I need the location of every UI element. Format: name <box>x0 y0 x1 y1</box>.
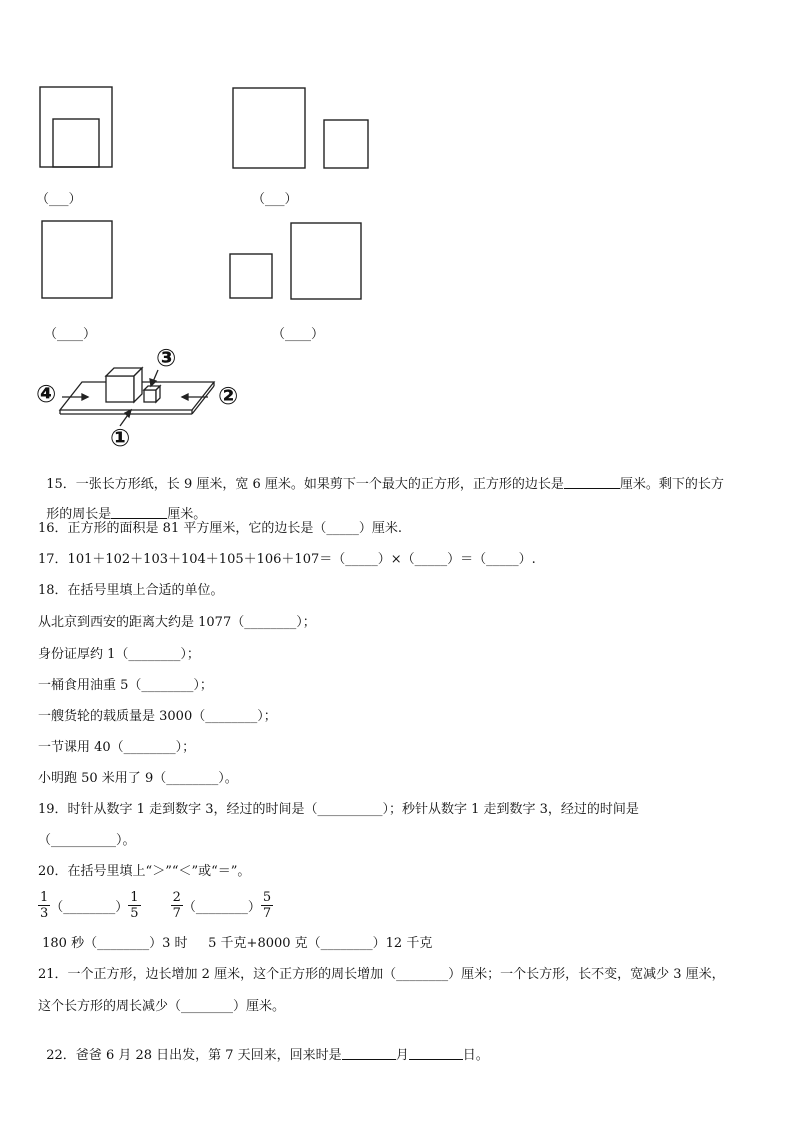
question-21-line-1: 21．一个正方形，边长增加 2 厘米，这个正方形的周长增加（________）厘米；一个长方形，长不变，宽减少 3 厘米， <box>38 967 725 982</box>
question-18-item-4: 一艘货轮的载质量是 3000（________）； <box>38 709 277 724</box>
fraction-1-3: $\frac{1}{3}$ <box>40 890 49 921</box>
q15-text-c: 形的周长是 <box>46 507 112 522</box>
figure-label-b: （___） <box>252 192 298 207</box>
question-20-row-2: 180 秒（________）3 时 5 千克+8000 克（________）12 千克 <box>38 936 433 951</box>
question-19-line-1: 19．时针从数字 1 走到数字 3，经过的时间是（__________）；秒针从数字 1 走到数字 3，经过的时间是 <box>38 802 639 817</box>
fraction-2-7: $\frac{2}{7}$ <box>172 890 181 921</box>
q15-blank-1[interactable] <box>564 476 620 489</box>
question-16: 16．正方形的面积是 81 平方厘米，它的边长是（_____）厘米. <box>38 521 402 536</box>
compare-blank-1[interactable]: （________） <box>50 900 129 915</box>
view-label-three: ③ <box>156 344 177 372</box>
q22-text-c: 日。 <box>462 1048 489 1063</box>
large-cube <box>106 376 134 402</box>
view-label-one: ① <box>110 424 131 452</box>
question-20-title: 20．在括号里填上“＞”“＜”或“＝”。 <box>38 864 251 879</box>
question-18-title: 18．在括号里填上合适的单位。 <box>38 583 224 598</box>
question-20-fractions <box>38 890 273 921</box>
figure-label-d: （____） <box>272 327 325 342</box>
question-15-line-2 <box>38 488 206 524</box>
question-18-item-5: 一节课用 40（________）； <box>38 740 196 755</box>
q22-blank-day[interactable] <box>409 1047 463 1060</box>
square-large-b <box>233 88 305 168</box>
square-large-a <box>40 87 112 167</box>
q22-text-a: 22．爸爸 6 月 28 日出发，第 7 天回来，回来时是 <box>46 1048 342 1063</box>
fraction-1-5: $\frac{1}{5}$ <box>130 890 139 921</box>
question-22 <box>38 1029 489 1065</box>
q22-blank-month[interactable] <box>342 1047 396 1060</box>
fraction-5-7: $\frac{5}{7}$ <box>262 890 272 921</box>
figure-label-c: （____） <box>44 327 97 342</box>
view-label-two: ② <box>218 382 239 410</box>
view-label-four: ④ <box>36 380 57 408</box>
q15-text-a: 15．一张长方形纸，长 9 厘米，宽 6 厘米。如果剪下一个最大的正方形，正方形的边长是 <box>46 477 564 492</box>
compare-blank-2[interactable]: （________） <box>182 900 261 915</box>
q15-blank-2[interactable] <box>111 506 167 519</box>
square-single-c <box>42 221 112 298</box>
figure-label-a: （___） <box>36 192 82 207</box>
square-large-d <box>291 223 361 299</box>
question-19-line-2: （__________）。 <box>38 833 136 848</box>
q15-text-d: 厘米。 <box>167 507 207 522</box>
q15-text-b: 厘米。剩下的长方 <box>619 477 724 492</box>
question-18-item-1: 从北京到西安的距离大约是 1077（________）； <box>38 615 316 630</box>
question-18-item-6: 小明跑 50 米用了 9（________）。 <box>38 771 238 786</box>
square-small-d <box>230 254 272 298</box>
question-21-line-2: 这个长方形的周长减少（________）厘米。 <box>38 999 286 1014</box>
square-small-b <box>324 120 368 168</box>
question-18-item-3: 一桶食用油重 5（________）； <box>38 678 213 693</box>
question-17: 17．101＋102＋103＋104＋105＋106＋107＝（_____）×（_____）＝（_____）. <box>38 552 536 567</box>
squares-figure <box>0 0 400 310</box>
small-cube <box>144 390 156 402</box>
square-small-a <box>53 119 99 167</box>
q22-text-b: 月 <box>395 1048 409 1063</box>
question-18-item-2: 身份证厚约 1（________）； <box>38 647 200 662</box>
